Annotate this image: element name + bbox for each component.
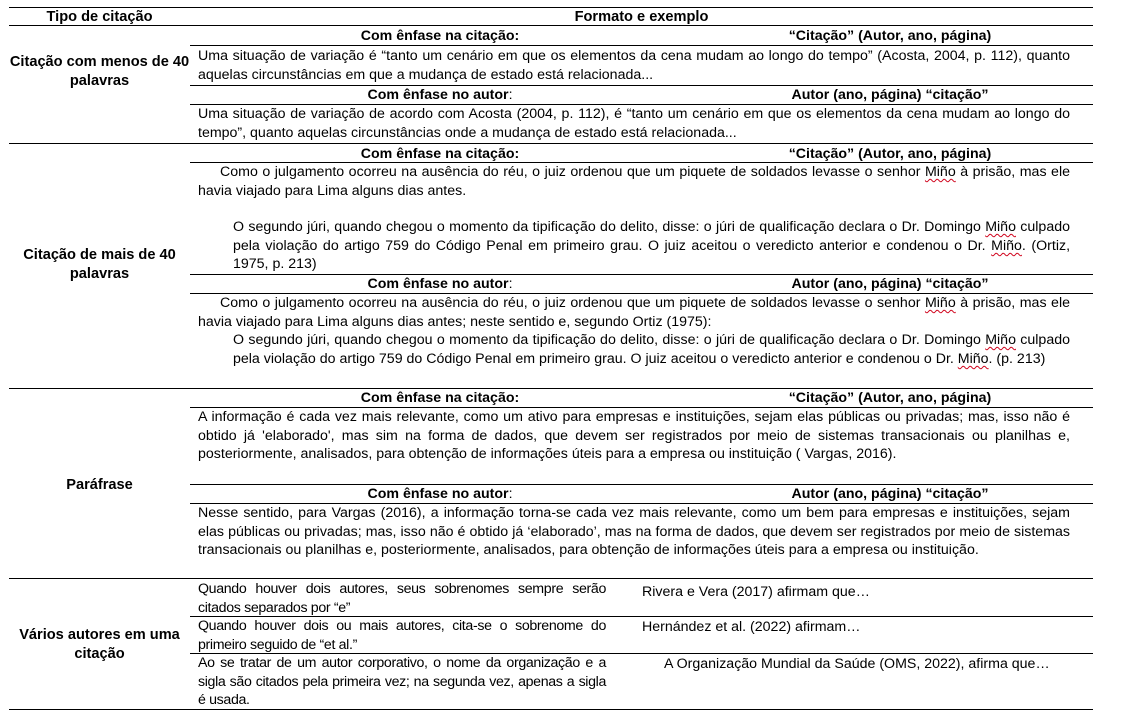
blank-line xyxy=(198,200,1070,218)
table-bottom-border xyxy=(9,709,1093,710)
emphasis-label: Com ênfase na citação: xyxy=(360,28,520,44)
format-pattern: “Citação” (Autor, ano, página) xyxy=(788,146,992,162)
text-run: Como o julgamento ocorreu na ausência do réu, o juiz ordenou que um piquete de soldados levasse o senhor xyxy=(220,295,925,311)
flagged-word: Miño xyxy=(957,350,989,367)
type-long-quote: Citação de mais de 40 palavras xyxy=(23,247,176,282)
text-run: O segundo júri, quando chegou o momento da tipificação do delito, disse: o júri de qualificação declara o Dr. Domingo xyxy=(233,219,986,236)
flagged-word: Miño xyxy=(985,219,1016,236)
emphasis-suffix: : xyxy=(508,486,513,502)
type-paraphrase: Paráfrase xyxy=(66,477,133,493)
example-text: A informação é cada vez mais relevante, como um ativo para empresas e instituições, sejam elas públicas ou privadas; mas, isso não é obtido já 'elaborado', mas sim na forma de dados, que devem ser registrados por meio de sistemas transacionais ou planilhas e, posteriormente, analisados, para obtenção de informações úteis para a empresa ou instituição ( Vargas, 2016). xyxy=(198,409,1070,463)
type-short-quote: Citação com menos de 40 palavras xyxy=(9,54,190,89)
header-citation-type: Tipo de citação xyxy=(46,9,153,25)
intro-paragraph xyxy=(198,163,1070,200)
flagged-word: Miño xyxy=(924,295,956,311)
example-text xyxy=(198,163,1070,274)
format-pattern: Autor (ano, página) “citação” xyxy=(791,87,989,103)
format-pattern: “Citação” (Autor, ano, página) xyxy=(788,28,992,44)
emphasis-label-text: Com ênfase no autor xyxy=(367,486,509,502)
block-quote xyxy=(198,218,1070,274)
row-divider xyxy=(190,45,1093,46)
text-run: à prisão, mas ele havia viajado para Lima alguns dias antes; neste sentido e, segundo Ortiz (1975): xyxy=(198,295,1070,330)
text-run: . (p. 213) xyxy=(988,350,1046,367)
emphasis-label: Com ênfase na citação: xyxy=(360,390,520,406)
emphasis-label-text: Com ênfase no autor xyxy=(367,276,509,292)
flagged-word: Miño xyxy=(991,237,1022,254)
example-text: Hernández et al. (2022) afirmam… xyxy=(642,619,861,635)
block-quote xyxy=(198,331,1070,368)
header-format-example: Formato e exemplo xyxy=(574,9,709,25)
section-divider xyxy=(9,143,1093,144)
flagged-word: Miño xyxy=(985,332,1016,349)
emphasis-label-text: Com ênfase no autor xyxy=(367,87,509,103)
rule-text: Quando houver dois ou mais autores, cita-se o sobrenome do primeiro seguido de “et al.” xyxy=(198,618,606,653)
emphasis-suffix: : xyxy=(508,87,513,103)
format-pattern: Autor (ano, página) “citação” xyxy=(791,276,989,292)
emphasis-label: Com ênfase na citação: xyxy=(360,146,520,162)
header-bottom-border xyxy=(9,25,1093,26)
flagged-word: Miño xyxy=(924,164,956,180)
emphasis-suffix: : xyxy=(508,276,513,292)
rule-text: Quando houver dois autores, seus sobrenomes sempre serão citados separados por “e” xyxy=(198,581,606,616)
example-text: Uma situação de variação é “tanto um cenário em que os elementos da cena mudam ao longo do tempo” (Acosta, 2004, p. 112), quanto aquelas circunstâncias em que a mudança de estado está relacionada... xyxy=(198,48,1070,83)
example-text: Nesse sentido, para Vargas (2016), a informação torna-se cada vez mais relevante, como um bem para empresas e instituições, sejam elas públicas ou privadas; mas, isso não é obtido já ‘elaborado’, mas na forma de dados, que devem ser registrados por meio de sistemas transacionais ou planilhas e, posteriormente, analisados, para obtenção de informações úteis para a empresa ou instituição. xyxy=(198,505,1070,559)
format-pattern: “Citação” (Autor, ano, página) xyxy=(788,390,992,406)
text-run: à prisão, mas ele havia viajado para Lima alguns dias antes. xyxy=(198,164,1070,199)
format-pattern: Autor (ano, página) “citação” xyxy=(791,486,989,502)
text-run: culpado pela violação do artigo 759 do Código Penal em primeiro grau. O juiz aceitou o veredicto anterior e condenou o Dr. xyxy=(233,332,1070,367)
emphasis-label xyxy=(190,275,690,294)
section-divider xyxy=(9,578,1093,579)
emphasis-label xyxy=(190,485,690,504)
intro-paragraph xyxy=(198,294,1070,331)
example-text: A Organização Mundial da Saúde (OMS, 2022), afirma que… xyxy=(664,656,1050,672)
rule-text: Ao se tratar de um autor corporativo, o nome da organização e a sigla são citados pela primeira vez; na segunda vez, apenas a sigla é usada. xyxy=(198,655,606,709)
example-text: Rivera e Vera (2017) afirmam que… xyxy=(642,584,870,600)
text-run: Como o julgamento ocorreu na ausência do réu, o juiz ordenou que um piquete de soldados levasse o senhor xyxy=(220,164,925,180)
example-text xyxy=(198,294,1070,368)
type-multiple-authors: Vários autores em uma citação xyxy=(19,627,180,662)
text-run: O segundo júri, quando chegou o momento da tipificação do delito, disse: o júri de qualificação declara o Dr. Domingo xyxy=(233,332,986,349)
emphasis-label xyxy=(190,86,690,105)
text-run: culpado pela violação do artigo 759 do Código Penal em primeiro grau. O juiz aceitou o veredicto anterior e condenou o Dr. xyxy=(233,219,1070,254)
example-text: Uma situação de variação de acordo com Acosta (2004, p. 112), é “tanto um cenário em que os elementos da cena mudam ao longo do tempo”, quanto aquelas circunstâncias onde a mudança de estado está relacionada... xyxy=(198,106,1070,141)
text-run: . (Ortiz, 1975, p. 213) xyxy=(233,237,1071,273)
